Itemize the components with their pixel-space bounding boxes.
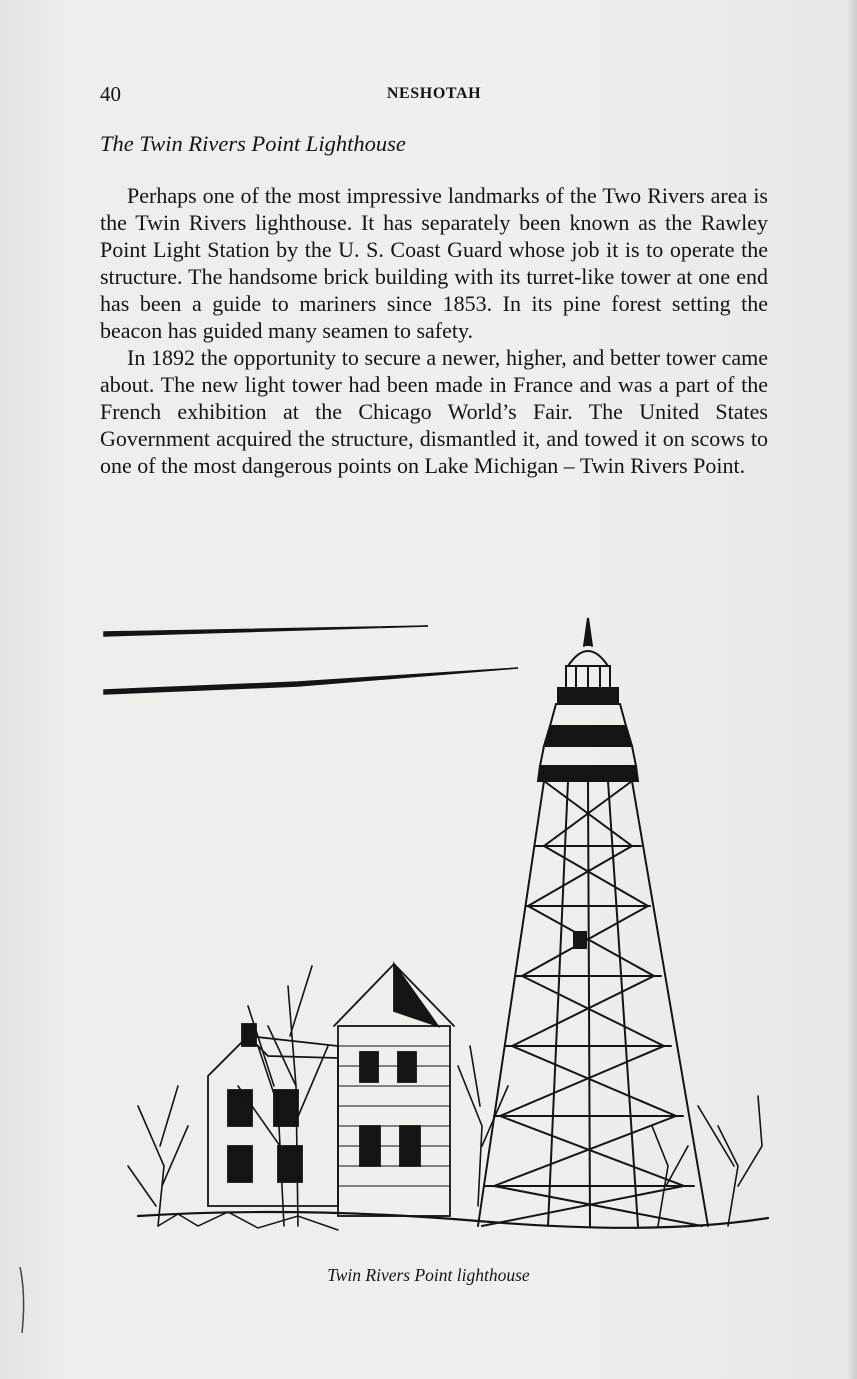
margin-pencil-mark <box>16 1265 30 1335</box>
keepers-house <box>208 964 454 1216</box>
lighthouse-drawing <box>98 606 778 1238</box>
page-edge-shadow <box>847 0 857 1379</box>
paragraph-2: In 1892 the opportunity to secure a newer, higher, and better tower came about. The new light tower had been made in France and was a part of the French exhibition at the Chicago World’s Fair. The United States Government acquired the structure, dismantled it, and towed it on scows to one of the most dangerous points on Lake Michigan – Twin Rivers Point. <box>100 345 768 478</box>
section-title: The Twin Rivers Point Lighthouse <box>100 131 406 156</box>
horizon-line-lower <box>104 668 518 694</box>
figure-caption: Twin Rivers Point lighthouse <box>327 1265 530 1285</box>
lighthouse-illustration <box>98 606 778 1238</box>
paragraph-1: Perhaps one of the most impressive landmarks of the Two Rivers area is the Twin Rivers lighthouse. It has separately been known as the Rawley Point Light Station by the U. S. Coast Guard whose job it is to operate the structure. The handsome brick building with its turret-like tower at one end has been a guide to mariners since 1853. In its pine forest setting the beacon has guided many seamen to safety. <box>100 183 768 343</box>
page-number: 40 <box>100 82 121 106</box>
light-tower <box>478 618 708 1226</box>
running-head: NESHOTAH <box>386 85 482 102</box>
body-text <box>100 182 768 479</box>
horizon-line-upper <box>104 626 428 636</box>
page-header <box>100 82 768 112</box>
